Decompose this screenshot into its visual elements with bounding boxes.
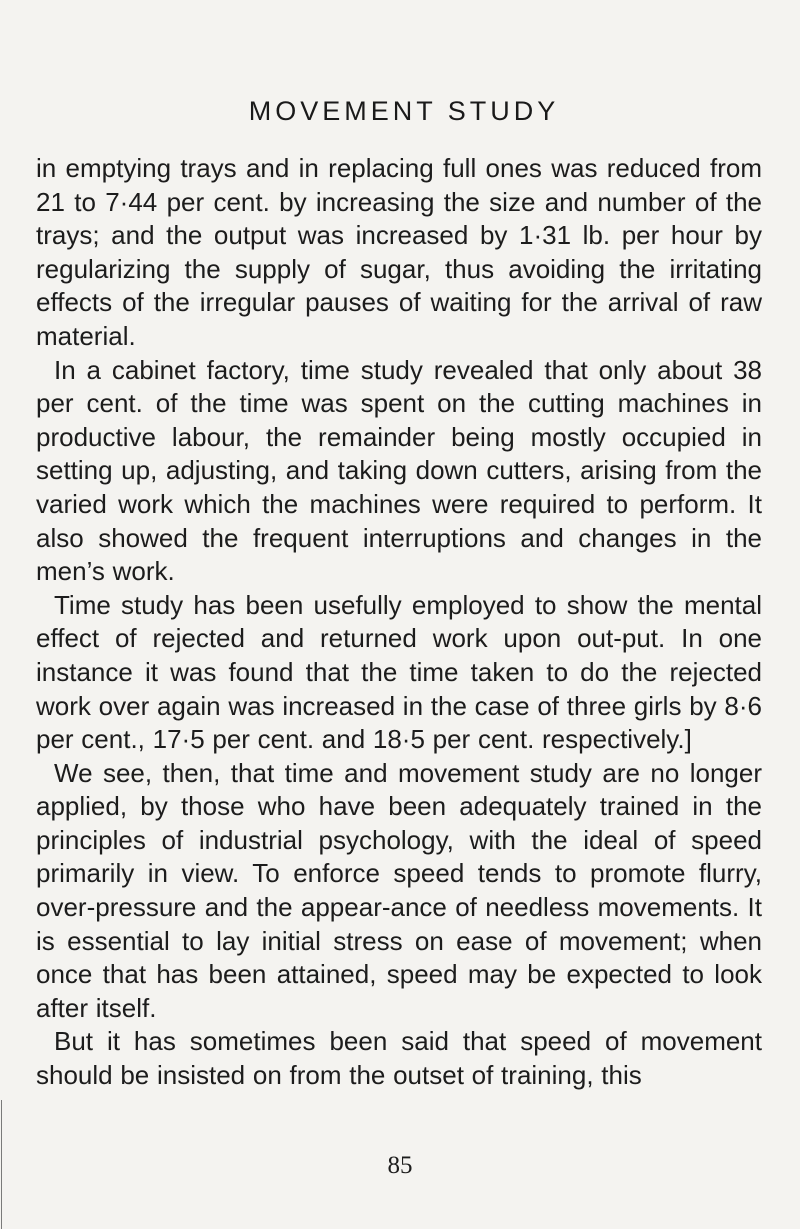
paragraph-3: Time study has been usefully employed to show the mental effect of rejected and returned work upon out-put. In one instance it was found that the time taken to do the rejected work over again was increased in the case of three girls by 8·6 per cent., 17·5 per cent. and 18·5 per cent. respectively.] [36, 589, 762, 755]
page-edge-line [1, 1100, 2, 1229]
paragraph-5: But it has sometimes been said that speed of movement should be insisted on from the outset of training, this [36, 1026, 762, 1091]
paragraph-2: In a cabinet factory, time study revealed that only about 38 per cent. of the time was spent on the cutting machines in productive labour, the remainder being mostly occupied in setting up, adjusting, and taking down cutters, arising from the varied work which the machines were required to perform. It also showed the frequent interruptions and changes in the men’s work. [36, 354, 762, 587]
paragraph-4: We see, then, that time and movement study are no longer applied, by those who have been adequately trained in the principles of industrial psychology, with the ideal of speed primarily in view. To enforce speed tends to promote flurry, over-pressure and the appear-ance of needless movements. It is essential to lay initial stress on ease of movement; when once that has been attained, speed may be expected to look after itself. [36, 757, 762, 1023]
paragraph-1: in emptying trays and in replacing full ones was reduced from 21 to 7·44 per cent. by increasing the size and number of the trays; and the output was increased by 1·31 lb. per hour by regularizing the supply of sugar, thus avoiding the irritating effects of the irregular pauses of waiting for the arrival of raw material. [36, 153, 762, 351]
running-header: MOVEMENT STUDY [248, 96, 560, 126]
body-text [36, 152, 762, 1093]
page-number: 85 [387, 1152, 413, 1179]
